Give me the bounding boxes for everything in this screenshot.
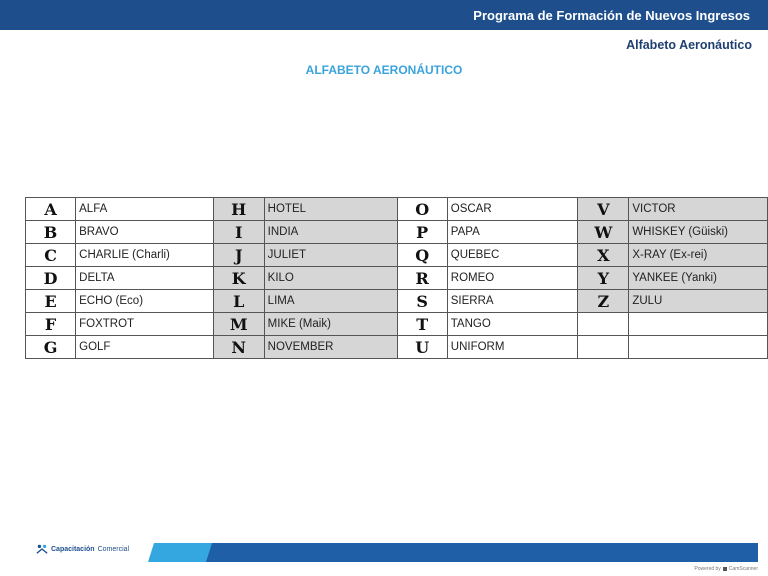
letter-cell: U (397, 336, 447, 359)
letter-cell: S (397, 290, 447, 313)
letter-cell: A (26, 198, 76, 221)
letter-cell (578, 313, 629, 336)
letter-cell: I (213, 221, 264, 244)
word-cell: OSCAR (447, 198, 578, 221)
letter-cell: P (397, 221, 447, 244)
letter-cell: X (578, 244, 629, 267)
scanner-icon (723, 567, 727, 571)
word-cell: HOTEL (264, 198, 397, 221)
table-row (26, 198, 768, 221)
page-title: ALFABETO AERONÁUTICO (305, 63, 463, 77)
word-cell: ZULU (629, 290, 768, 313)
logo-text-bold: Capacitación (51, 545, 95, 553)
letter-cell: Z (578, 290, 629, 313)
word-cell: X-RAY (Ex-rei) (629, 244, 768, 267)
footer-bar-dark (206, 543, 758, 562)
powered-brand: CamScanner (728, 566, 758, 572)
table-row (26, 244, 768, 267)
word-cell: DELTA (76, 267, 214, 290)
table-row (26, 290, 768, 313)
word-cell: PAPA (447, 221, 578, 244)
letter-cell: V (578, 198, 629, 221)
logo-text-rest: Comercial (97, 545, 130, 553)
word-cell (629, 313, 768, 336)
letter-cell: W (578, 221, 629, 244)
logo-icon (36, 543, 48, 555)
letter-cell: C (26, 244, 76, 267)
footer-logo (36, 543, 129, 555)
word-cell: VICTOR (629, 198, 768, 221)
word-cell: INDIA (264, 221, 397, 244)
letter-cell: O (397, 198, 447, 221)
letter-cell: R (397, 267, 447, 290)
table-row (26, 313, 768, 336)
banner-title: Programa de Formación de Nuevos Ingresos (473, 7, 750, 23)
powered-by (694, 566, 758, 572)
word-cell: NOVEMBER (264, 336, 397, 359)
letter-cell: T (397, 313, 447, 336)
word-cell: CHARLIE (Charli) (76, 244, 214, 267)
word-cell: KILO (264, 267, 397, 290)
letter-cell: G (26, 336, 76, 359)
letter-cell: J (213, 244, 264, 267)
table-row (26, 221, 768, 244)
word-cell: UNIFORM (447, 336, 578, 359)
word-cell: FOXTROT (76, 313, 214, 336)
word-cell (629, 336, 768, 359)
top-banner (0, 0, 768, 30)
letter-cell: L (213, 290, 264, 313)
letter-cell: Y (578, 267, 629, 290)
word-cell: GOLF (76, 336, 214, 359)
letter-cell (578, 336, 629, 359)
powered-label: Powered by (694, 566, 721, 572)
section-subtitle: Alfabeto Aeronáutico (626, 38, 752, 52)
letter-cell: E (26, 290, 76, 313)
word-cell: MIKE (Maik) (264, 313, 397, 336)
letter-cell: N (213, 336, 264, 359)
letter-cell: H (213, 198, 264, 221)
word-cell: ROMEO (447, 267, 578, 290)
word-cell: QUEBEC (447, 244, 578, 267)
letter-cell: F (26, 313, 76, 336)
word-cell: SIERRA (447, 290, 578, 313)
word-cell: ECHO (Eco) (76, 290, 214, 313)
letter-cell: Q (397, 244, 447, 267)
word-cell: TANGO (447, 313, 578, 336)
word-cell: LIMA (264, 290, 397, 313)
letter-cell: M (213, 313, 264, 336)
alphabet-table (25, 197, 768, 359)
word-cell: JULIET (264, 244, 397, 267)
table-row (26, 336, 768, 359)
word-cell: ALFA (76, 198, 214, 221)
word-cell: WHISKEY (Güiski) (629, 221, 768, 244)
letter-cell: K (213, 267, 264, 290)
letter-cell: B (26, 221, 76, 244)
table-row (26, 267, 768, 290)
word-cell: BRAVO (76, 221, 214, 244)
word-cell: YANKEE (Yanki) (629, 267, 768, 290)
letter-cell: D (26, 267, 76, 290)
